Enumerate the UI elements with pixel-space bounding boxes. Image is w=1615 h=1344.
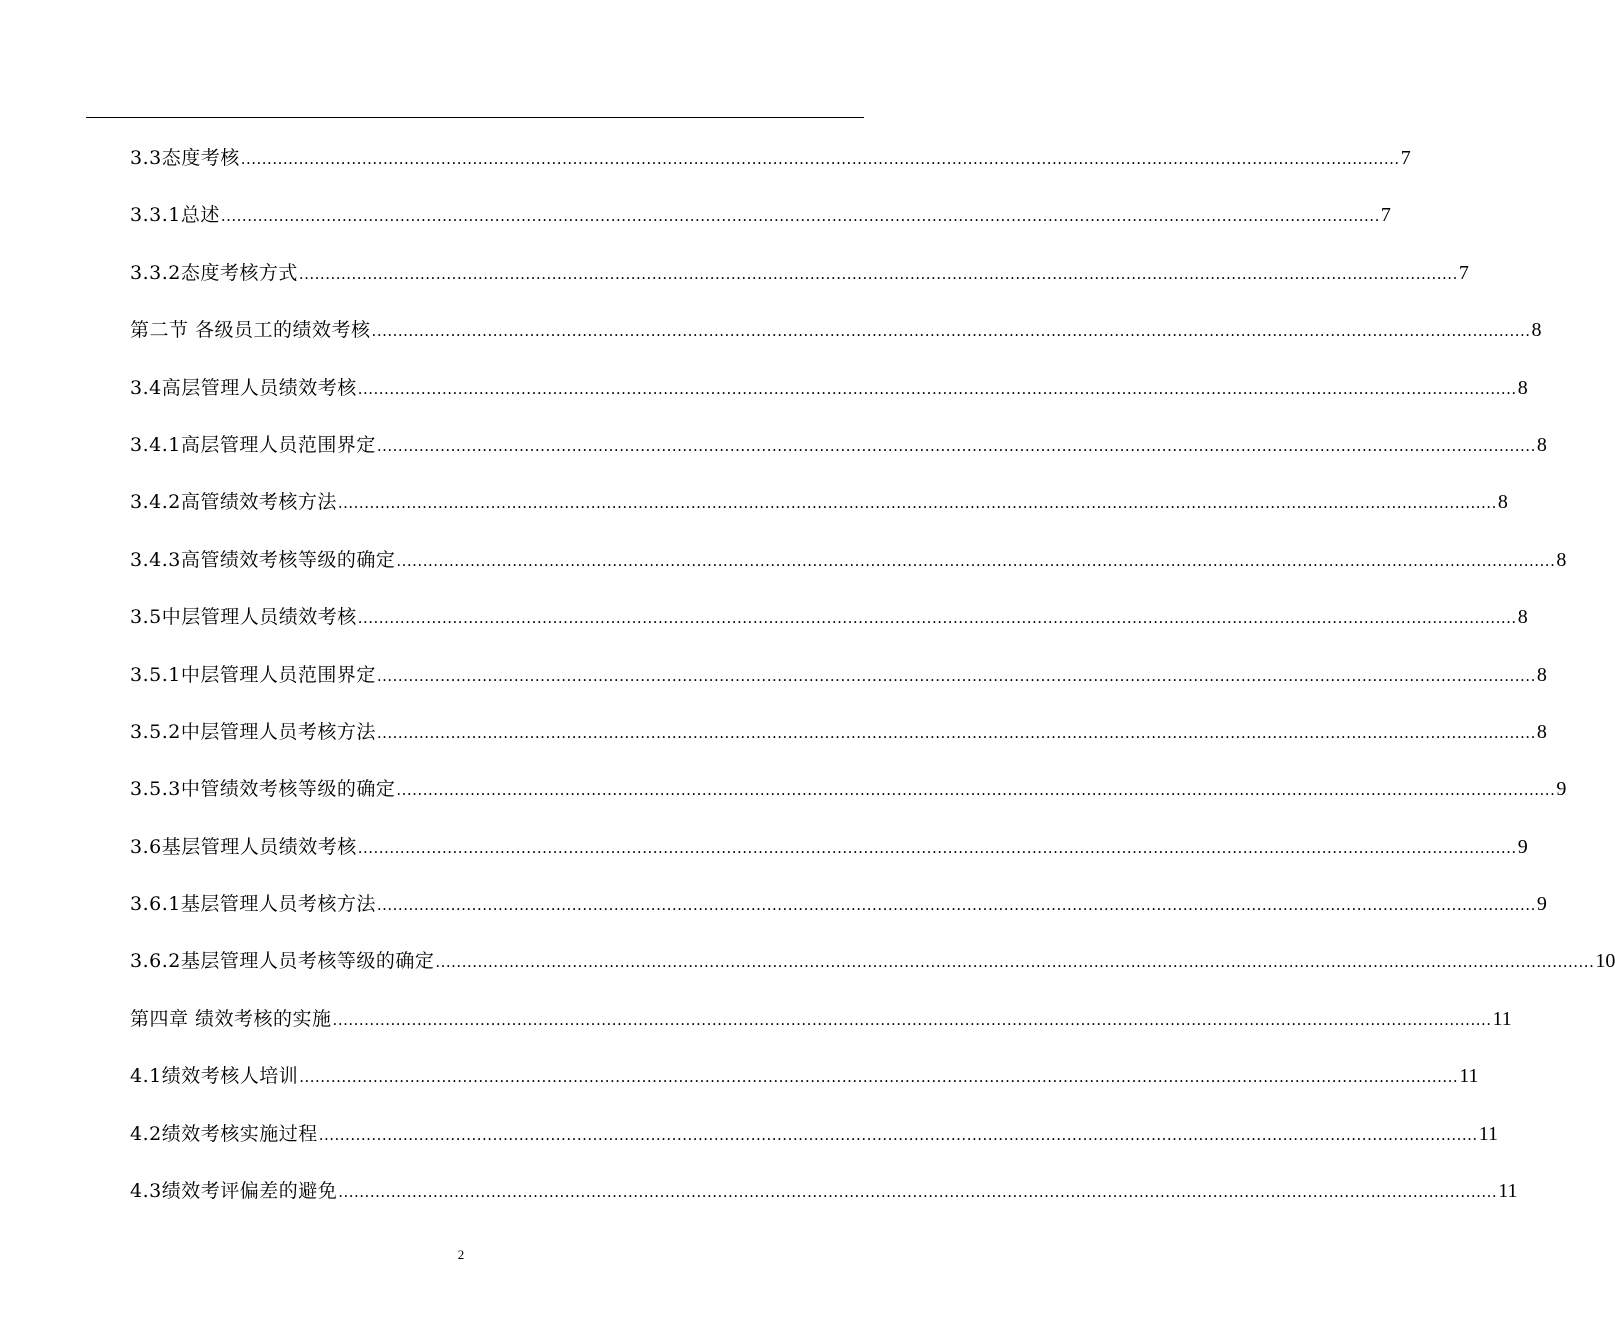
toc-entry-page: 8	[1497, 491, 1508, 514]
toc-entry[interactable]	[130, 589, 1528, 646]
toc-entry[interactable]	[130, 647, 1547, 704]
toc-leader-dots: ............................................................................................................................................................................................................................	[396, 551, 1556, 570]
header-rule	[86, 117, 864, 118]
toc-entry[interactable]	[130, 704, 1547, 761]
toc-leader-dots: ............................................................................................................................................................................................................................	[337, 494, 1497, 513]
toc-entry-label: 3.6.1基层管理人员考核方法	[130, 893, 376, 916]
toc-entry-page: 8	[1517, 376, 1528, 399]
toc-entry-label: 3.4.1高层管理人员范围界定	[130, 433, 376, 456]
toc-entry[interactable]	[130, 876, 1547, 933]
toc-leader-dots: ............................................................................................................................................................................................................................	[240, 150, 1400, 168]
toc-entry[interactable]	[130, 245, 1469, 302]
toc-entry[interactable]	[130, 1163, 1518, 1220]
toc-entry-label: 3.5.2中层管理人员考核方法	[130, 720, 376, 743]
toc-entry-label: 3.5.1中层管理人员范围界定	[130, 663, 376, 686]
toc-entry[interactable]	[130, 302, 1542, 359]
toc-leader-dots: ............................................................................................................................................................................................................................	[357, 838, 1517, 857]
toc-entry[interactable]	[130, 819, 1528, 876]
toc-entry-page: 7	[1380, 204, 1391, 227]
toc-entry-page: 11	[1498, 1180, 1518, 1203]
toc-entry[interactable]	[130, 1106, 1498, 1163]
toc-entry-label: 3.6.2基层管理人员考核等级的确定	[130, 950, 435, 973]
toc-entry-page: 8	[1517, 606, 1528, 629]
toc-entry[interactable]	[130, 991, 1512, 1048]
toc-leader-dots: ............................................................................................................................................................................................................................	[338, 1183, 1498, 1202]
toc-leader-dots: ............................................................................................................................................................................................................................	[396, 781, 1556, 800]
toc-entry-page: 8	[1536, 663, 1547, 686]
toc-entry[interactable]	[130, 360, 1528, 417]
toc-leader-dots: ............................................................................................................................................................................................................................	[357, 379, 1517, 398]
toc-entry-page: 11	[1492, 1007, 1512, 1030]
toc-leader-dots: ............................................................................................................................................................................................................................	[299, 1068, 1459, 1087]
toc-entry-label: 3.3.1总述	[130, 204, 220, 227]
toc-entry-label: 第二节 各级员工的绩效考核	[130, 319, 371, 342]
toc-entry-page: 7	[1458, 261, 1469, 284]
page-number: 2	[457, 1247, 465, 1262]
toc-entry[interactable]	[130, 933, 1615, 990]
toc-entry-label: 4.1绩效考核人培训	[130, 1065, 299, 1088]
toc-leader-dots: ............................................................................................................................................................................................................................	[332, 1010, 1492, 1029]
toc-entry-label: 3.4.3高管绩效考核等级的确定	[130, 548, 396, 571]
toc-entry-page: 8	[1556, 548, 1567, 571]
toc-entry-label: 3.5.3中管绩效考核等级的确定	[130, 778, 396, 801]
toc-entry[interactable]	[130, 130, 1411, 187]
toc-entry-label: 3.4高层管理人员绩效考核	[130, 376, 357, 399]
toc-entry-page: 11	[1478, 1122, 1498, 1145]
toc-entry[interactable]	[130, 474, 1508, 531]
toc-leader-dots: ............................................................................................................................................................................................................................	[298, 264, 1458, 283]
toc-entry-label: 第四章 绩效考核的实施	[130, 1007, 332, 1030]
toc-leader-dots: ............................................................................................................................................................................................................................	[357, 609, 1517, 628]
toc-entry-page: 7	[1400, 147, 1411, 169]
toc-entry-label: 3.4.2高管绩效考核方法	[130, 491, 337, 514]
toc-leader-dots: ............................................................................................................................................................................................................................	[376, 896, 1536, 915]
toc-leader-dots: ............................................................................................................................................................................................................................	[318, 1125, 1478, 1144]
toc-leader-dots: ............................................................................................................................................................................................................................	[220, 207, 1380, 226]
toc-entry-label: 4.2绩效考核实施过程	[130, 1122, 318, 1145]
toc-entry-label: 4.3绩效考评偏差的避免	[130, 1180, 338, 1203]
toc-entry-page: 9	[1536, 893, 1547, 916]
toc-entry[interactable]	[130, 761, 1567, 818]
toc-entry-label: 3.6基层管理人员绩效考核	[130, 835, 357, 858]
toc-entry-page: 9	[1517, 835, 1528, 858]
toc-entry-label: 3.3态度考核	[130, 147, 240, 169]
toc-entry-label: 3.5中层管理人员绩效考核	[130, 606, 357, 629]
toc-entry-page: 11	[1459, 1065, 1479, 1088]
toc-entry-page: 10	[1595, 950, 1615, 973]
toc-entry-label: 3.3.2态度考核方式	[130, 261, 298, 284]
toc-entry-page: 8	[1536, 433, 1547, 456]
toc-entry[interactable]	[130, 532, 1567, 589]
toc-entry-page: 8	[1531, 319, 1542, 342]
toc-leader-dots: ............................................................................................................................................................................................................................	[376, 723, 1536, 742]
toc-entry[interactable]	[130, 1048, 1479, 1105]
toc-leader-dots: ............................................................................................................................................................................................................................	[376, 436, 1536, 455]
toc-leader-dots: ............................................................................................................................................................................................................................	[376, 666, 1536, 685]
toc-entry[interactable]	[130, 417, 1547, 474]
toc-leader-dots: ............................................................................................................................................................................................................................	[371, 322, 1531, 341]
toc-entry-page: 9	[1556, 778, 1567, 801]
table-of-contents	[130, 130, 1615, 1220]
toc-entry[interactable]	[130, 187, 1391, 244]
toc-leader-dots: ............................................................................................................................................................................................................................	[435, 953, 1595, 972]
toc-entry-page: 8	[1536, 720, 1547, 743]
